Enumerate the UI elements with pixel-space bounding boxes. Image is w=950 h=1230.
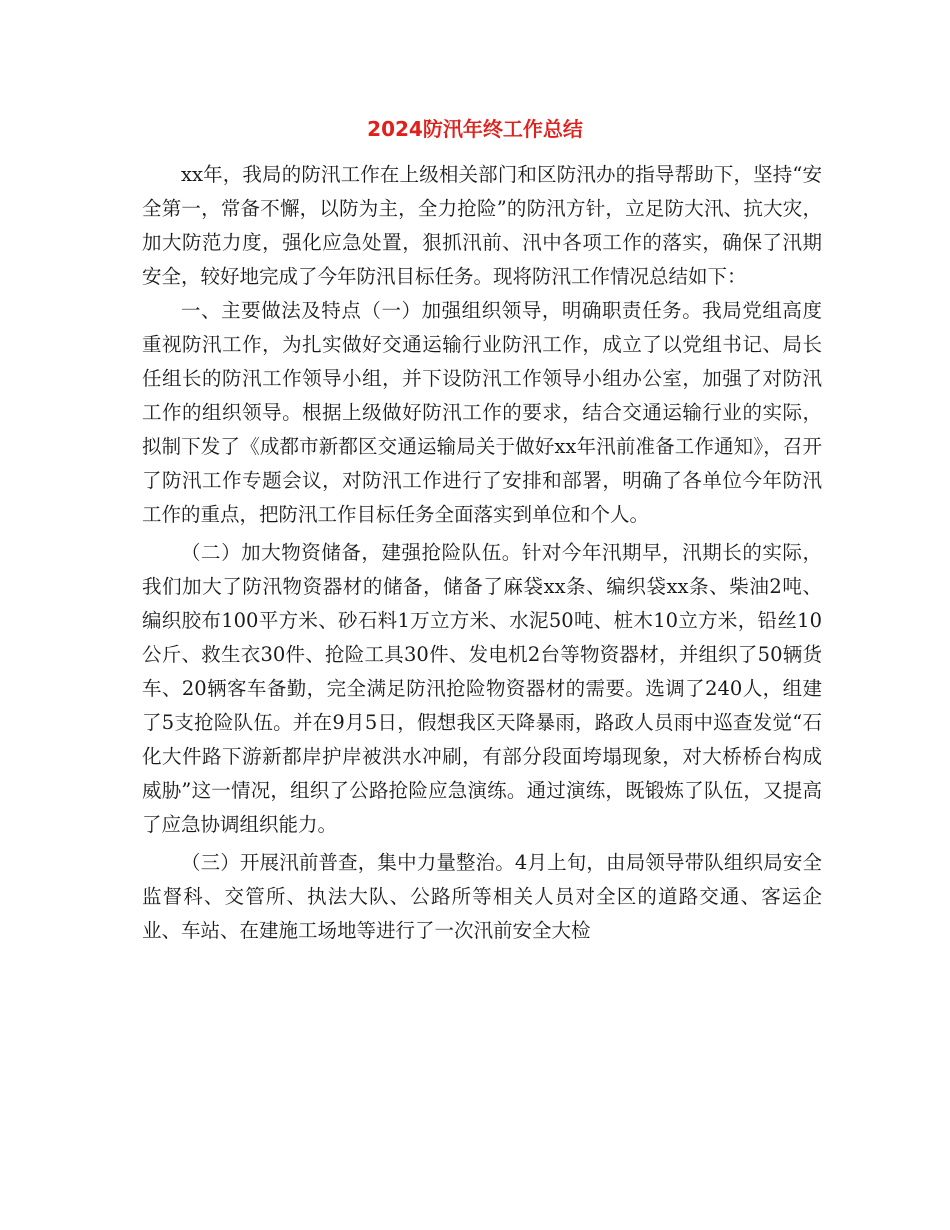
paragraph-intro: xx年，我局的防汛工作在上级相关部门和区防汛办的指导帮助下，坚持“安全第一，常备不懈，以防为主，全力抢险”的防汛方针，立足防大汛、抗大灾，加大防范力度，强化应急处置，狠抓汛前、汛中各项工作的落实，确保了汛期安全，较好地完成了今年防汛目标任务。现将防汛工作情况总结如下： [142, 163, 822, 288]
paragraph-inspection: （三）开展汛前普查，集中力量整治。4月上旬，由局领导带队组织局安全监督科、交管所、执法大队、公路所等相关人员对全区的道路交通、客运企业、车站、在建施工场地等进行了一次汛前安全大检 [142, 851, 822, 942]
document-body [142, 158, 822, 948]
paragraph-materials: （二）加大物资储备，建强抢险队伍。针对今年汛期早，汛期长的实际，我们加大了防汛物资器材的储备，储备了麻袋xx条、编织袋xx条、柴油2吨、编织胶布100平方米、砂石料1万立方米、水泥50吨、桩木10立方米，铅丝10公斤、救生衣30件、抢险工具30件、发电机2台等物资器材，并组织了50辆货车、20辆客车备勤，完全满足防汛抢险物资器材的需要。选调了240人，组建了5支抢险队伍。并在9月5日，假想我区天降暴雨，路政人员雨中巡查发觉“石化大件路下游新都岸护岸被洪水冲刷，有部分段面垮塌现象，对大桥桥台构成威胁”这一情况，组织了公路抢险应急演练。通过演练，既锻炼了队伍，又提高了应急协调组织能力。 [142, 541, 822, 836]
document-title: 2024防汛年终工作总结 [367, 117, 583, 141]
paragraph-organization: 一、主要做法及特点（一）加强组织领导，明确职责任务。我局党组高度重视防汛工作，为扎实做好交通运输行业防汛工作，成立了以党组书记、局长任组长的防汛工作领导小组，并下设防汛工作领导小组办公室，加强了对防汛工作的组织领导。根据上级做好防汛工作的要求，结合交通运输行业的实际，拟制下发了《成都市新都区交通运输局关于做好xx年汛前准备工作通知》，召开了防汛工作专题会议，对防汛工作进行了安排和部署，明确了各单位今年防汛工作的重点，把防汛工作目标任务全面落实到单位和个人。 [142, 299, 822, 526]
